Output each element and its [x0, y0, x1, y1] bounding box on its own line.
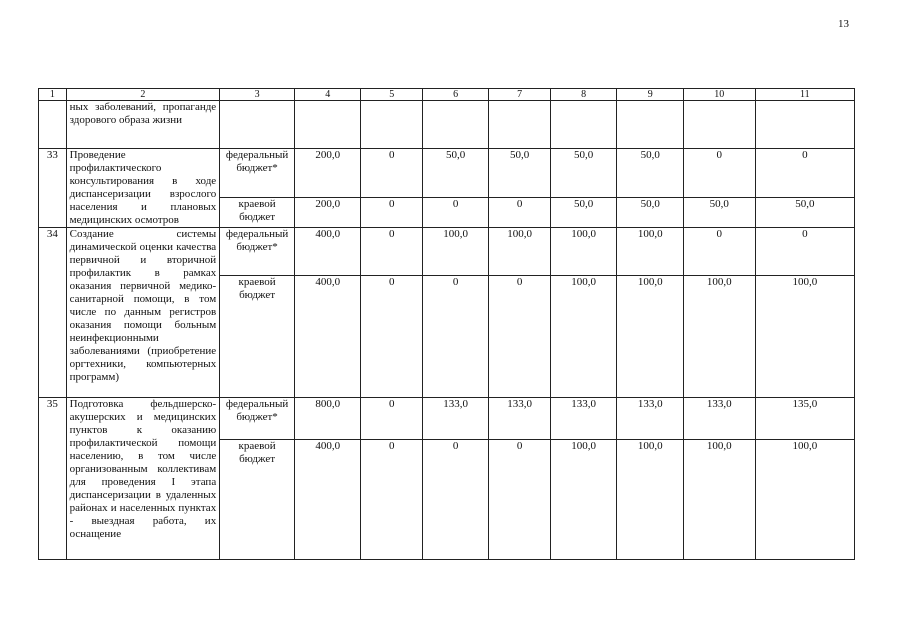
- value-cell: 0: [683, 149, 755, 198]
- value-cell: 100,0: [550, 228, 617, 276]
- value-cell: 100,0: [683, 276, 755, 398]
- value-cell: 50,0: [550, 197, 617, 227]
- value-cell: 50,0: [550, 149, 617, 198]
- value-cell: 100,0: [617, 228, 684, 276]
- value-cell: 0: [361, 149, 422, 198]
- value-cell: 50,0: [755, 197, 854, 227]
- value-cell: 133,0: [550, 398, 617, 440]
- row-number-cell: [39, 101, 67, 149]
- header-cell: 5: [361, 89, 422, 101]
- value-cell: 50,0: [489, 149, 550, 198]
- value-cell: 100,0: [617, 276, 684, 398]
- value-cell: 100,0: [489, 228, 550, 276]
- header-cell: 10: [683, 89, 755, 101]
- value-cell: 135,0: [755, 398, 854, 440]
- value-cell: 400,0: [294, 440, 361, 560]
- header-cell: 11: [755, 89, 854, 101]
- value-cell: 0: [361, 398, 422, 440]
- value-cell: 50,0: [683, 197, 755, 227]
- value-cell: 0: [361, 197, 422, 227]
- table-row: [39, 398, 855, 440]
- value-cell: 200,0: [294, 149, 361, 198]
- value-cell: 50,0: [617, 149, 684, 198]
- value-cell: 0: [489, 276, 550, 398]
- item-name-cell: Подготовка фельдшерско-акушерских и медицинских пунктов к оказанию профилактической помощи населению, в том числе организованным коллективам для проведения I этапа диспансеризации в удаленных районах и населенных пунктах - выездная работа, их оснащение: [66, 398, 220, 560]
- value-cell: 100,0: [755, 276, 854, 398]
- value-cell: 100,0: [617, 440, 684, 560]
- value-cell: 0: [422, 276, 489, 398]
- page-number: 13: [838, 18, 849, 30]
- value-cell: 50,0: [422, 149, 489, 198]
- table-row-continued: [39, 101, 855, 149]
- header-cell: 9: [617, 89, 684, 101]
- funding-source-cell: федеральный бюджет*: [220, 228, 295, 276]
- table-row: [39, 228, 855, 276]
- value-cell: 100,0: [550, 440, 617, 560]
- header-cell: 2: [66, 89, 220, 101]
- header-cell: 8: [550, 89, 617, 101]
- value-cell: 100,0: [422, 228, 489, 276]
- row-number-cell: 34: [39, 228, 67, 398]
- budget-table: [38, 88, 855, 560]
- funding-source-cell: федеральный бюджет*: [220, 398, 295, 440]
- funding-source-cell: федеральный бюджет*: [220, 149, 295, 198]
- header-cell: 6: [422, 89, 489, 101]
- table-header-row: [39, 89, 855, 101]
- value-cell: 50,0: [617, 197, 684, 227]
- value-cell: 133,0: [617, 398, 684, 440]
- header-cell: 1: [39, 89, 67, 101]
- value-cell: 0: [361, 440, 422, 560]
- row-number-cell: 33: [39, 149, 67, 228]
- value-cell: 0: [422, 440, 489, 560]
- value-cell: 100,0: [683, 440, 755, 560]
- value-cell: 0: [361, 228, 422, 276]
- value-cell: 0: [489, 440, 550, 560]
- header-cell: 3: [220, 89, 295, 101]
- value-cell: 133,0: [489, 398, 550, 440]
- table-row: [39, 149, 855, 198]
- header-cell: 7: [489, 89, 550, 101]
- item-name-cell: ных заболеваний, пропаганде здорового образа жизни: [66, 101, 220, 149]
- value-cell: 0: [755, 149, 854, 198]
- funding-source-cell: краевой бюджет: [220, 276, 295, 398]
- value-cell: 100,0: [755, 440, 854, 560]
- item-name-cell: Создание системы динамической оценки качества первичной и вторичной профилактик в рамках оказания первичной медико-санитарной помощи, в том числе по данным регистров оказания помощи больным неинфекционными заболеваниями (приобретение оргтехники, компьютерных программ): [66, 228, 220, 398]
- value-cell: 100,0: [550, 276, 617, 398]
- value-cell: 0: [361, 276, 422, 398]
- funding-source-cell: краевой бюджет: [220, 440, 295, 560]
- value-cell: 200,0: [294, 197, 361, 227]
- value-cell: 133,0: [422, 398, 489, 440]
- value-cell: 0: [489, 197, 550, 227]
- funding-source-cell: краевой бюджет: [220, 197, 295, 227]
- value-cell: 0: [422, 197, 489, 227]
- row-number-cell: 35: [39, 398, 67, 560]
- value-cell: 0: [755, 228, 854, 276]
- value-cell: 133,0: [683, 398, 755, 440]
- value-cell: 400,0: [294, 228, 361, 276]
- value-cell: 400,0: [294, 276, 361, 398]
- header-cell: 4: [294, 89, 361, 101]
- value-cell: 800,0: [294, 398, 361, 440]
- value-cell: 0: [683, 228, 755, 276]
- item-name-cell: Проведение профилактического консультирования в ходе диспансеризации взрослого населения и плановых медицинских осмотров: [66, 149, 220, 228]
